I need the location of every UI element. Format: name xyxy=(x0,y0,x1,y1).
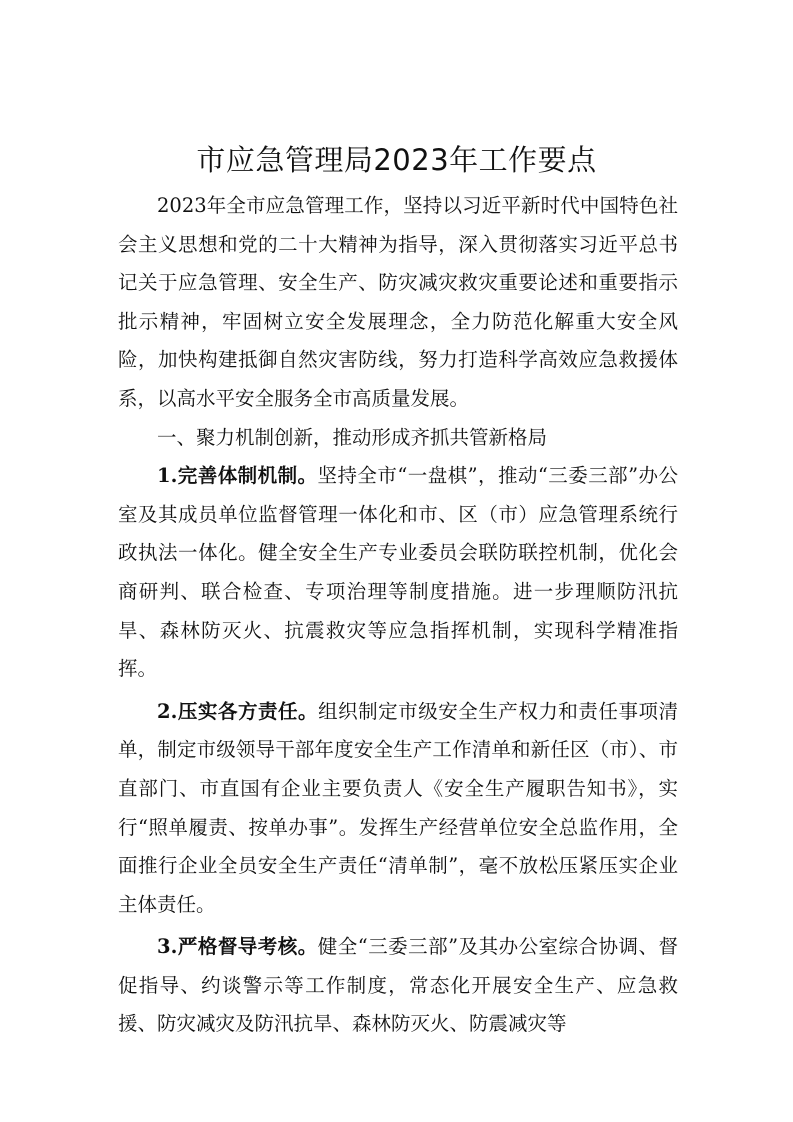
item-lead-3: 3.严格督导考核。 xyxy=(157,935,318,959)
item-lead-1: 1.完善体制机制。 xyxy=(157,464,318,488)
item-text-1: 坚持全市“一盘棋”，推动“三委三部”办公室及其成员单位监督管理一体化和市、区（市）应急管理系统行政执法一体化。健全安全生产专业委员会联防联控机制，优化会商研判、联合检查、专项治理等制度措施。进一步理顺防汛抗旱、森林防灭火、抗震救灾等应急指挥机制，实现科学精准指挥。 xyxy=(118,464,678,681)
item-paragraph-3 xyxy=(118,928,678,1044)
item-paragraph-2 xyxy=(118,693,678,925)
item-paragraph-1 xyxy=(118,457,678,689)
document-body xyxy=(118,187,678,1044)
intro-paragraph: 2023年全市应急管理工作，坚持以习近平新时代中国特色社会主义思想和党的二十大精神为指导，深入贯彻落实习近平总书记关于应急管理、安全生产、防灾减灾救灾重要论述和重要指示批示精神，牢固树立安全发展理念，全力防范化解重大安全风险，加快构建抵御自然灾害防线，努力打造科学高效应急救援体系，以高水平安全服务全市高质量发展。 xyxy=(118,194,678,410)
section-heading: 一、聚力机制创新，推动形成齐抓共管新格局 xyxy=(157,425,548,449)
item-text-3: 健全“三委三部”及其办公室综合协调、督促指导、约谈警示等工作制度，常态化开展安全生产、应急救援、防灾减灾及防汛抗旱、森林防灭火、防震减灾等 xyxy=(118,935,678,1036)
item-text-2: 组织制定市级安全生产权力和责任事项清单，制定市级领导干部年度安全生产工作清单和新任区（市）、市直部门、市直国有企业主要负责人《安全生产履职告知书》，实行“照单履责、按单办事”。发挥生产经营单位安全总监作用，全面推行企业全员安全生产责任“清单制”，毫不放松压紧压实企业主体责任。 xyxy=(118,699,678,916)
item-lead-2: 2.压实各方责任。 xyxy=(157,699,319,723)
page-title: 市应急管理局2023年工作要点 xyxy=(196,143,597,177)
